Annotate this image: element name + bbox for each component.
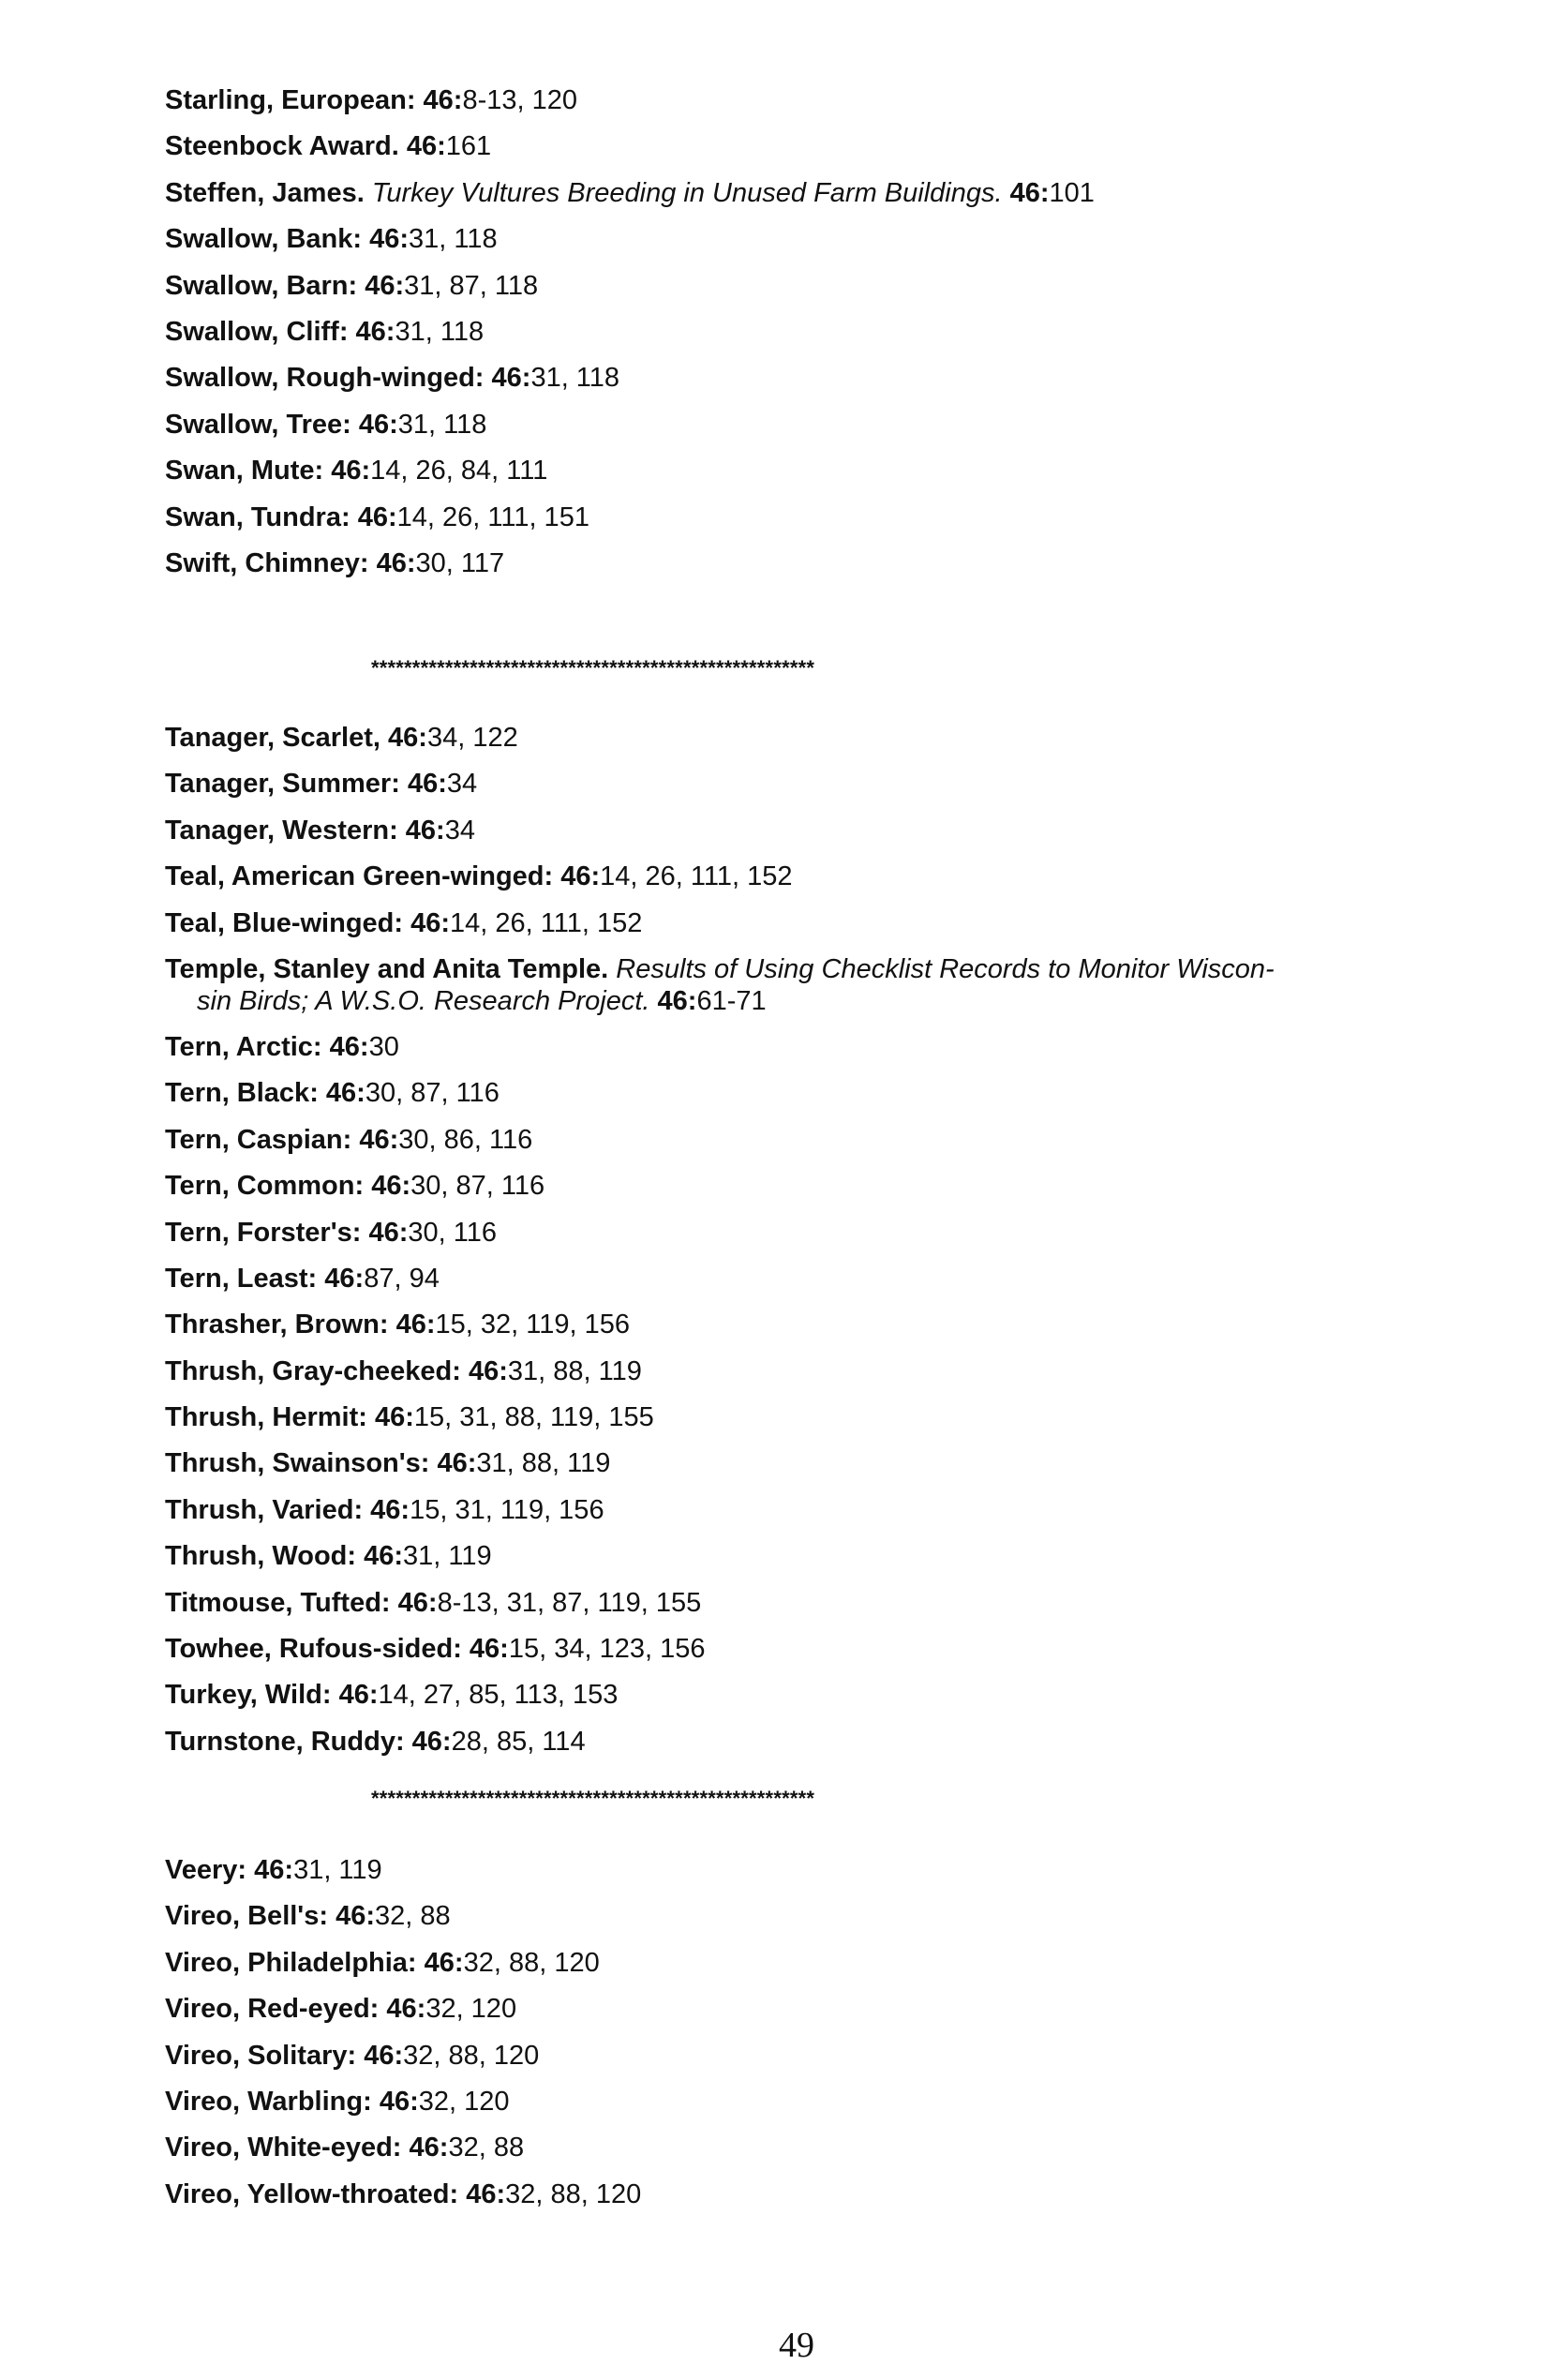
index-entry: Tern, Arctic: 46:30 — [165, 1031, 399, 1062]
index-entry: Towhee, Rufous-sided: 46:15, 34, 123, 156 — [165, 1634, 706, 1665]
index-entry: Teal, American Green-winged: 46:14, 26, 111, 152 — [165, 861, 793, 892]
index-entry: Vireo, Philadelphia: 46:32, 88, 120 — [165, 1947, 600, 1978]
index-entry: Starling, European: 46:8-13, 120 — [165, 85, 578, 115]
index-entry: Tern, Forster's: 46:30, 116 — [165, 1217, 497, 1248]
index-entry: Swallow, Rough-winged: 46:31, 118 — [165, 363, 620, 394]
index-entry: Turkey, Wild: 46:14, 27, 85, 113, 153 — [165, 1680, 619, 1711]
index-entry: Thrush, Wood: 46:31, 119 — [165, 1541, 492, 1572]
index-entry: Tern, Common: 46:30, 87, 116 — [165, 1171, 545, 1202]
index-entry: Veery: 46:31, 119 — [165, 1855, 382, 1885]
index-entry: Temple, Stanley and Anita Temple. Results of Using Checklist Records to Monitor Wiscon- sin Birds; A W.S.O. Research Project. 46:61-71 — [165, 953, 1275, 1016]
index-group-t — [165, 722, 1439, 1772]
index-entry: Swallow, Barn: 46:31, 87, 118 — [165, 270, 539, 301]
index-entry: Swallow, Tree: 46:31, 118 — [165, 409, 487, 440]
section-separator: ****************************************************** — [371, 656, 815, 680]
page-number: 49 — [779, 2326, 814, 2365]
index-entry: Titmouse, Tufted: 46:8-13, 31, 87, 119, 155 — [165, 1587, 702, 1618]
index-entry: Thrush, Swainson's: 46:31, 88, 119 — [165, 1448, 611, 1479]
index-entry: Tanager, Summer: 46:34 — [165, 769, 478, 800]
index-entry: Tanager, Scarlet, 46:34, 122 — [165, 723, 518, 753]
index-entry: Vireo, Warbling: 46:32, 120 — [165, 2086, 510, 2117]
index-entry: Vireo, Solitary: 46:32, 88, 120 — [165, 2040, 540, 2071]
index-entry: Swan, Mute: 46:14, 26, 84, 111 — [165, 456, 548, 486]
index-entry: Thrush, Gray-cheeked: 46:31, 88, 119 — [165, 1355, 642, 1386]
index-entry: Teal, Blue-winged: 46:14, 26, 111, 152 — [165, 907, 643, 938]
index-entry: Steenbock Award. 46:161 — [165, 131, 492, 162]
index-entry: Swallow, Bank: 46:31, 118 — [165, 224, 498, 255]
index-entry: Thrush, Hermit: 46:15, 31, 88, 119, 155 — [165, 1402, 654, 1433]
index-entry: Vireo, Bell's: 46:32, 88 — [165, 1901, 451, 1932]
index-entry: Steffen, James. Turkey Vultures Breeding in Unused Farm Buildings. 46:101 — [165, 177, 1095, 208]
index-entry: Turnstone, Ruddy: 46:28, 85, 114 — [165, 1726, 586, 1757]
index-entry: Vireo, Yellow-throated: 46:32, 88, 120 — [165, 2178, 642, 2209]
index-entry: Vireo, White-eyed: 46:32, 88 — [165, 2133, 525, 2163]
index-entry: Swallow, Cliff: 46:31, 118 — [165, 316, 485, 347]
index-entry: Tern, Black: 46:30, 87, 116 — [165, 1078, 500, 1109]
index-group-v — [165, 1854, 1439, 2224]
index-entry: Tern, Caspian: 46:30, 86, 116 — [165, 1124, 533, 1155]
index-group-s — [165, 84, 1439, 593]
index-entry: Thrush, Varied: 46:15, 31, 119, 156 — [165, 1494, 604, 1525]
index-entry: Tern, Least: 46:87, 94 — [165, 1263, 440, 1294]
index-entry: Swift, Chimney: 46:30, 117 — [165, 547, 505, 578]
index-entry: Vireo, Red-eyed: 46:32, 120 — [165, 1994, 517, 2025]
index-entry: Thrasher, Brown: 46:15, 32, 119, 156 — [165, 1310, 630, 1340]
index-entry: Swan, Tundra: 46:14, 26, 111, 151 — [165, 501, 589, 532]
index-entry: Tanager, Western: 46:34 — [165, 815, 475, 846]
section-separator: ****************************************************** — [371, 1787, 815, 1810]
